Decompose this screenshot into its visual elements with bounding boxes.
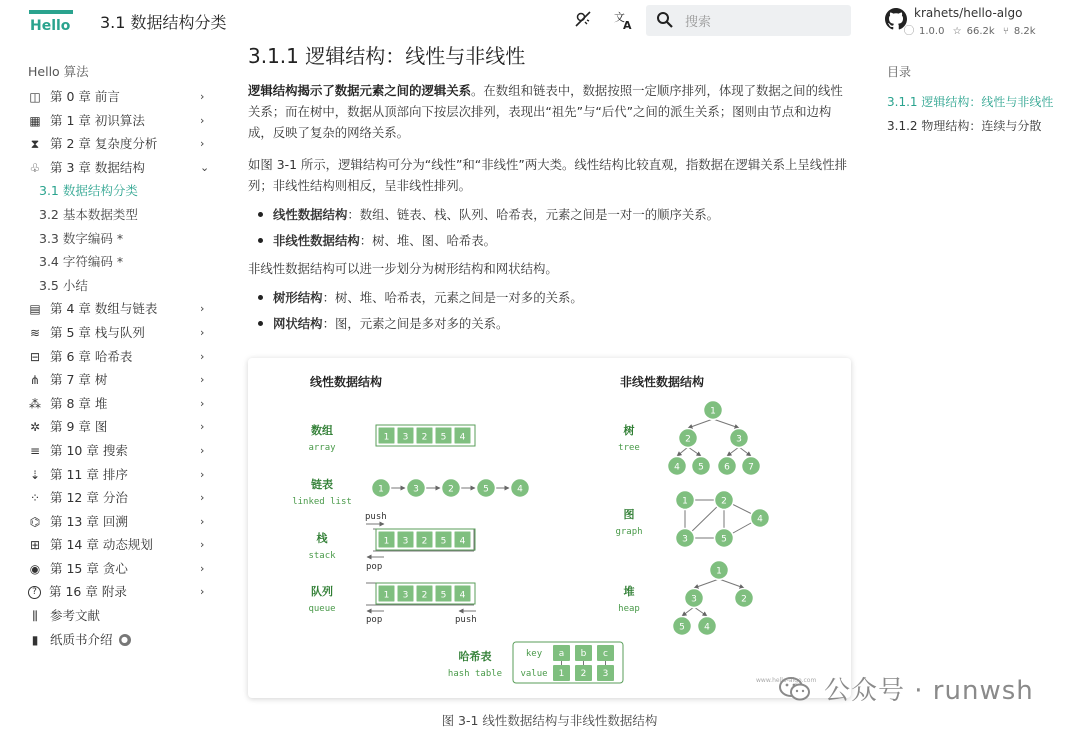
hash-value-value: 3 xyxy=(602,669,609,679)
chevron-right-icon: › xyxy=(200,585,205,599)
array-cell-value: 1 xyxy=(383,432,390,443)
sidebar-item-label: 第 16 章 附录 xyxy=(49,584,127,600)
hash-value-label: value xyxy=(520,669,548,679)
hash-key-value: c xyxy=(603,649,608,659)
heap-node-value: 1 xyxy=(716,566,722,577)
sidebar-item-label: 第 13 章 回溯 xyxy=(50,513,128,529)
queue-cell-value: 3 xyxy=(402,590,409,601)
tree-edge xyxy=(739,447,751,456)
wechat-icon xyxy=(778,676,812,702)
sidebar-item-chapter-0[interactable] xyxy=(28,297,228,321)
sidebar-item-label: 参考文献 xyxy=(50,608,101,624)
p1-rest: 。在数组和链表中，数据按照一定顺序排列，体现了数据之间的线性关系；而在树中，数据从顶部向下按层次排列，表现出“祖先”与“后代”之间的派生关系；图则由节点和边构成，反映了复杂的网络关系。 xyxy=(248,83,843,140)
tree-node-value: 2 xyxy=(685,434,691,445)
tree-label: 树 xyxy=(623,424,635,437)
sidebar-item-label: 第 8 章 堆 xyxy=(50,395,108,411)
tree-edge xyxy=(727,447,739,456)
hash-key-value: a xyxy=(558,649,565,659)
sidebar-subitem-3[interactable]: 3.4 字符编码 * xyxy=(39,254,124,270)
graph-label: 图 xyxy=(623,508,635,521)
stack-icon: ≋ xyxy=(29,325,41,340)
table-icon: ▤ xyxy=(29,302,41,317)
data-structure-diagram xyxy=(248,358,851,698)
translate-icon[interactable] xyxy=(612,9,636,33)
book-icon: ▮ xyxy=(31,632,39,647)
list-item xyxy=(248,204,851,225)
sidebar-item-label: 第 15 章 贪心 xyxy=(50,560,128,576)
chevron-right-icon: › xyxy=(200,373,205,387)
sidebar-item-top-1[interactable] xyxy=(28,109,228,133)
linked-list-label-en: linked list xyxy=(292,497,352,507)
p1-bold: 逻辑结构揭示了数据元素之间的逻辑关系 xyxy=(248,83,472,98)
sidebar-item-label: 第 3 章 数据结构 xyxy=(50,159,145,175)
tree-node-value: 5 xyxy=(698,462,704,473)
array-cell-value: 5 xyxy=(440,432,447,443)
sidebar-item-chapter-9[interactable] xyxy=(28,510,228,534)
repo-version: 1.0.0 xyxy=(919,26,945,37)
tree-edge xyxy=(688,419,713,428)
search-placeholder: 搜索 xyxy=(685,15,712,30)
hash-table-label-en: hash table xyxy=(447,669,503,679)
queue-label: 队列 xyxy=(311,585,333,598)
hash-key-label: key xyxy=(525,649,543,659)
sidebar-item-label: 第 5 章 栈与队列 xyxy=(50,324,145,340)
chevron-down-icon: ⌄ xyxy=(200,160,210,174)
array-cell-value: 2 xyxy=(421,432,428,443)
graph-node-value: 2 xyxy=(721,496,727,507)
chevron-right-icon: › xyxy=(200,349,205,363)
heap-edge xyxy=(719,579,744,588)
linear-title: 线性数据结构 xyxy=(310,375,383,389)
sidebar-item-label: 第 0 章 前言 xyxy=(50,89,120,104)
queue-cell-value: 5 xyxy=(440,590,447,601)
library-icon: ⫼ xyxy=(32,609,38,624)
grid-icon: ⊞ xyxy=(29,538,41,553)
sidebar-item-label: 纸质书介绍 xyxy=(50,631,113,647)
sidebar-item-chapter-5[interactable] xyxy=(28,415,228,439)
array-label-en: array xyxy=(308,443,336,453)
sidebar-title: Hello 算法 xyxy=(28,64,89,79)
sidebar-item-chapter-3[interactable] xyxy=(28,368,228,392)
sidebar-item-chapter-10[interactable] xyxy=(28,533,228,557)
page-title: 3.1 数据结构分类 xyxy=(100,13,227,32)
sidebar-nav xyxy=(28,62,228,651)
sidebar-item-top-0[interactable] xyxy=(28,85,228,109)
array-cell-value: 4 xyxy=(459,432,466,443)
graph-node-value: 4 xyxy=(757,514,763,525)
repo-forks: 8.2k xyxy=(1013,26,1036,37)
tree-icon: ⋔ xyxy=(29,373,41,388)
top-header xyxy=(0,0,1080,42)
sidebar-item-top-3[interactable] xyxy=(28,156,228,180)
chevron-right-icon: › xyxy=(200,396,205,410)
star-icon: ☆ xyxy=(952,26,962,37)
sidebar-item-chapter-11[interactable] xyxy=(28,557,228,581)
sidebar-item-label: 第 7 章 树 xyxy=(50,372,108,388)
heap-label-en: heap xyxy=(618,604,640,614)
sidebar-item-chapter-7[interactable] xyxy=(28,463,228,487)
shapes-icon: ♧ xyxy=(29,160,41,175)
figure-caption: 图 3-1 线性数据结构与非线性数据结构 xyxy=(441,713,658,728)
list-item xyxy=(248,230,851,251)
table-of-contents xyxy=(887,62,1067,138)
array-cell-value: 3 xyxy=(402,432,409,443)
sidebar-item-extra-1[interactable] xyxy=(28,628,228,652)
graph-node-value: 5 xyxy=(721,534,727,545)
backtrack-icon: ⌬ xyxy=(29,514,41,529)
sidebar-item-label: 第 6 章 哈希表 xyxy=(50,348,133,364)
info-badge-icon: ● xyxy=(119,634,131,646)
chevron-right-icon: › xyxy=(200,113,205,127)
sidebar-item-label: 第 12 章 分治 xyxy=(50,490,128,506)
list-item-desc: ：树、堆、图、哈希表。 xyxy=(359,233,497,248)
stack-cell-value: 5 xyxy=(440,536,447,547)
sidebar-item-chapter-2[interactable] xyxy=(28,345,228,369)
chevron-right-icon: › xyxy=(200,325,205,339)
heap-edge xyxy=(694,579,719,588)
chevron-right-icon: › xyxy=(200,491,205,505)
watermark-text: 公众号 · runwsh xyxy=(824,676,1034,706)
linked-list-node-value: 4 xyxy=(517,484,523,495)
list-item xyxy=(248,313,851,334)
sidebar-item-chapter-1[interactable] xyxy=(28,321,228,345)
tree-edge xyxy=(688,447,701,456)
chevron-right-icon: › xyxy=(200,538,205,552)
sidebar-subitem-1[interactable]: 3.2 基本数据类型 xyxy=(39,206,138,222)
heap-icon: ⁂ xyxy=(29,396,41,411)
sidebar-item-chapter-12[interactable] xyxy=(28,580,228,604)
sidebar-item-label: 第 4 章 数组与链表 xyxy=(50,301,158,317)
queue-cell-value: 4 xyxy=(459,590,466,601)
pop-label: pop xyxy=(366,562,383,572)
section-heading: 3.1.1 逻辑结构：线性与非线性 xyxy=(248,44,526,68)
svg-text:Hello: Hello xyxy=(30,18,71,34)
tree-node-value: 1 xyxy=(710,406,716,417)
paragraph-2: 如图 3-1 所示，逻辑结构可分为“线性”和“非线性”两大类。线性结构比较直观，指数据在逻辑关系上呈线性排列；非线性结构则相反，呈非线性排列。 xyxy=(248,157,847,193)
figure-3-1 xyxy=(248,358,851,698)
tree-edge xyxy=(677,447,688,456)
hash-table-label: 哈希表 xyxy=(458,650,492,663)
nonlinear-title: 非线性数据结构 xyxy=(620,375,705,389)
heap-node-value: 2 xyxy=(741,594,747,605)
graph-node-value: 1 xyxy=(682,496,688,507)
list-item-term: 网状结构 xyxy=(273,316,323,331)
sidebar-item-label: 第 11 章 排序 xyxy=(50,466,128,482)
heap-label: 堆 xyxy=(623,585,635,598)
hourglass-icon: ⧗ xyxy=(30,137,40,152)
paragraph-1 xyxy=(248,80,851,143)
tree-node-value: 3 xyxy=(736,434,742,445)
paragraph-3: 非线性数据结构可以进一步划分为树形结构和网状结构。 xyxy=(248,261,558,276)
toc-title: 目录 xyxy=(887,65,912,79)
search-text-icon: ≡ xyxy=(29,443,41,458)
chevron-right-icon: › xyxy=(200,302,205,316)
heap-edge xyxy=(694,607,707,616)
divide-icon: ⁘ xyxy=(29,491,41,506)
sidebar-item-chapter-4[interactable] xyxy=(28,392,228,416)
stack-label: 栈 xyxy=(316,532,328,545)
hash-key-value: b xyxy=(580,649,587,659)
toc-item-0[interactable]: 3.1.1 逻辑结构：线性与非线性 xyxy=(887,95,1054,109)
heap-node-value: 3 xyxy=(691,594,697,605)
chevron-right-icon: › xyxy=(200,90,205,103)
book-open-icon: ◫ xyxy=(29,90,41,104)
sidebar-item-top-2[interactable] xyxy=(28,132,228,156)
linked-list-node-value: 1 xyxy=(378,484,384,495)
chevron-right-icon: › xyxy=(200,561,205,575)
calculator-icon: ▦ xyxy=(29,113,41,128)
list-item-term: 线性数据结构 xyxy=(273,207,348,222)
heap-edge xyxy=(682,607,694,616)
sort-icon: ⇣ xyxy=(29,467,41,482)
tree-network-list xyxy=(248,287,851,334)
sidebar-item-chapter-6[interactable] xyxy=(28,439,228,463)
heap-node-value: 5 xyxy=(679,622,685,633)
queue-pop-label: pop xyxy=(366,615,383,625)
queue-cell-value: 1 xyxy=(383,590,390,601)
stack-cell-value: 4 xyxy=(459,536,466,547)
graph-label-en: graph xyxy=(615,527,643,537)
help-circle-icon: ? xyxy=(28,586,41,599)
svg-text:文: 文 xyxy=(614,11,625,24)
fork-icon: ⑂ xyxy=(1002,26,1009,37)
svg-text:A: A xyxy=(623,19,632,31)
sidebar-item-label: 第 9 章 图 xyxy=(50,419,108,435)
tree-node-value: 7 xyxy=(748,462,754,473)
sidebar-item-label: 第 2 章 复杂度分析 xyxy=(50,136,158,152)
chevron-right-icon: › xyxy=(200,137,205,151)
list-item-term: 非线性数据结构 xyxy=(273,233,360,248)
stack-cell-value: 3 xyxy=(402,536,409,547)
stack-cell-value: 2 xyxy=(421,536,428,547)
queue-cell-value: 2 xyxy=(421,590,428,601)
repo-name: krahets/hello-algo xyxy=(914,6,1023,20)
chevron-right-icon: › xyxy=(200,467,205,481)
hello-algo-logo[interactable] xyxy=(28,8,74,34)
theme-toggle-icon[interactable] xyxy=(571,9,595,33)
stack-cell-value: 1 xyxy=(383,536,390,547)
search-icon xyxy=(656,11,674,29)
hash-value-value: 1 xyxy=(558,669,565,679)
hash-value-value: 2 xyxy=(580,669,587,679)
hash-table-icon: ⊟ xyxy=(29,349,41,364)
linked-list-node-value: 3 xyxy=(413,484,419,495)
stack-label-en: stack xyxy=(308,551,336,561)
queue-push-label: push xyxy=(455,615,477,625)
chevron-right-icon: › xyxy=(200,514,205,528)
linked-list-label: 链表 xyxy=(311,478,333,491)
linear-nonlinear-list xyxy=(248,204,851,251)
watermark-url: www.hello-algo.com xyxy=(756,677,817,684)
repo-stars: 66.2k xyxy=(966,26,995,37)
tree-edge xyxy=(713,419,739,428)
tree-node-value: 4 xyxy=(674,462,680,473)
main-content xyxy=(248,40,851,339)
push-label: push xyxy=(365,512,387,522)
sidebar-item-extra-0[interactable] xyxy=(28,604,228,628)
sidebar-item-label: 第 14 章 动态规划 xyxy=(50,537,153,553)
queue-label-en: queue xyxy=(308,604,336,614)
sidebar-item-label: 第 10 章 搜索 xyxy=(50,442,128,458)
tree-node-value: 6 xyxy=(724,462,730,473)
graph-icon: ✲ xyxy=(29,420,41,435)
toc-item-1[interactable]: 3.1.2 物理结构：连续与分散 xyxy=(887,119,1042,133)
tree-label-en: tree xyxy=(618,443,640,453)
linked-list-node-value: 2 xyxy=(448,484,454,495)
sidebar-subitem-4[interactable]: 3.5 小结 xyxy=(39,277,88,293)
list-item-desc: ：数组、链表、栈、队列、哈希表，元素之间是一对一的顺序关系。 xyxy=(347,207,720,222)
graph-node-value: 3 xyxy=(682,534,688,545)
list-item-desc: ：树、堆、哈希表，元素之间是一对多的关系。 xyxy=(322,290,583,305)
map-pin-icon: ◉ xyxy=(29,561,41,576)
github-icon xyxy=(885,8,907,30)
sidebar-subitem-2[interactable]: 3.3 数字编码 * xyxy=(39,230,124,246)
search-input[interactable] xyxy=(646,5,851,36)
chevron-right-icon: › xyxy=(200,420,205,434)
sidebar-item-chapter-8[interactable] xyxy=(28,486,228,510)
list-item-desc: ：图，元素之间是多对多的关系。 xyxy=(322,316,509,331)
array-label: 数组 xyxy=(311,424,333,437)
list-item-term: 树形结构 xyxy=(273,290,323,305)
linked-list-node-value: 5 xyxy=(483,484,489,495)
sidebar-subitem-0[interactable]: 3.1 数据结构分类 xyxy=(39,183,138,199)
heap-node-value: 4 xyxy=(704,622,710,633)
chevron-right-icon: › xyxy=(200,443,205,457)
list-item xyxy=(248,287,851,308)
sidebar-item-label: 第 1 章 初识算法 xyxy=(50,112,145,128)
repo-stats xyxy=(914,22,1041,37)
